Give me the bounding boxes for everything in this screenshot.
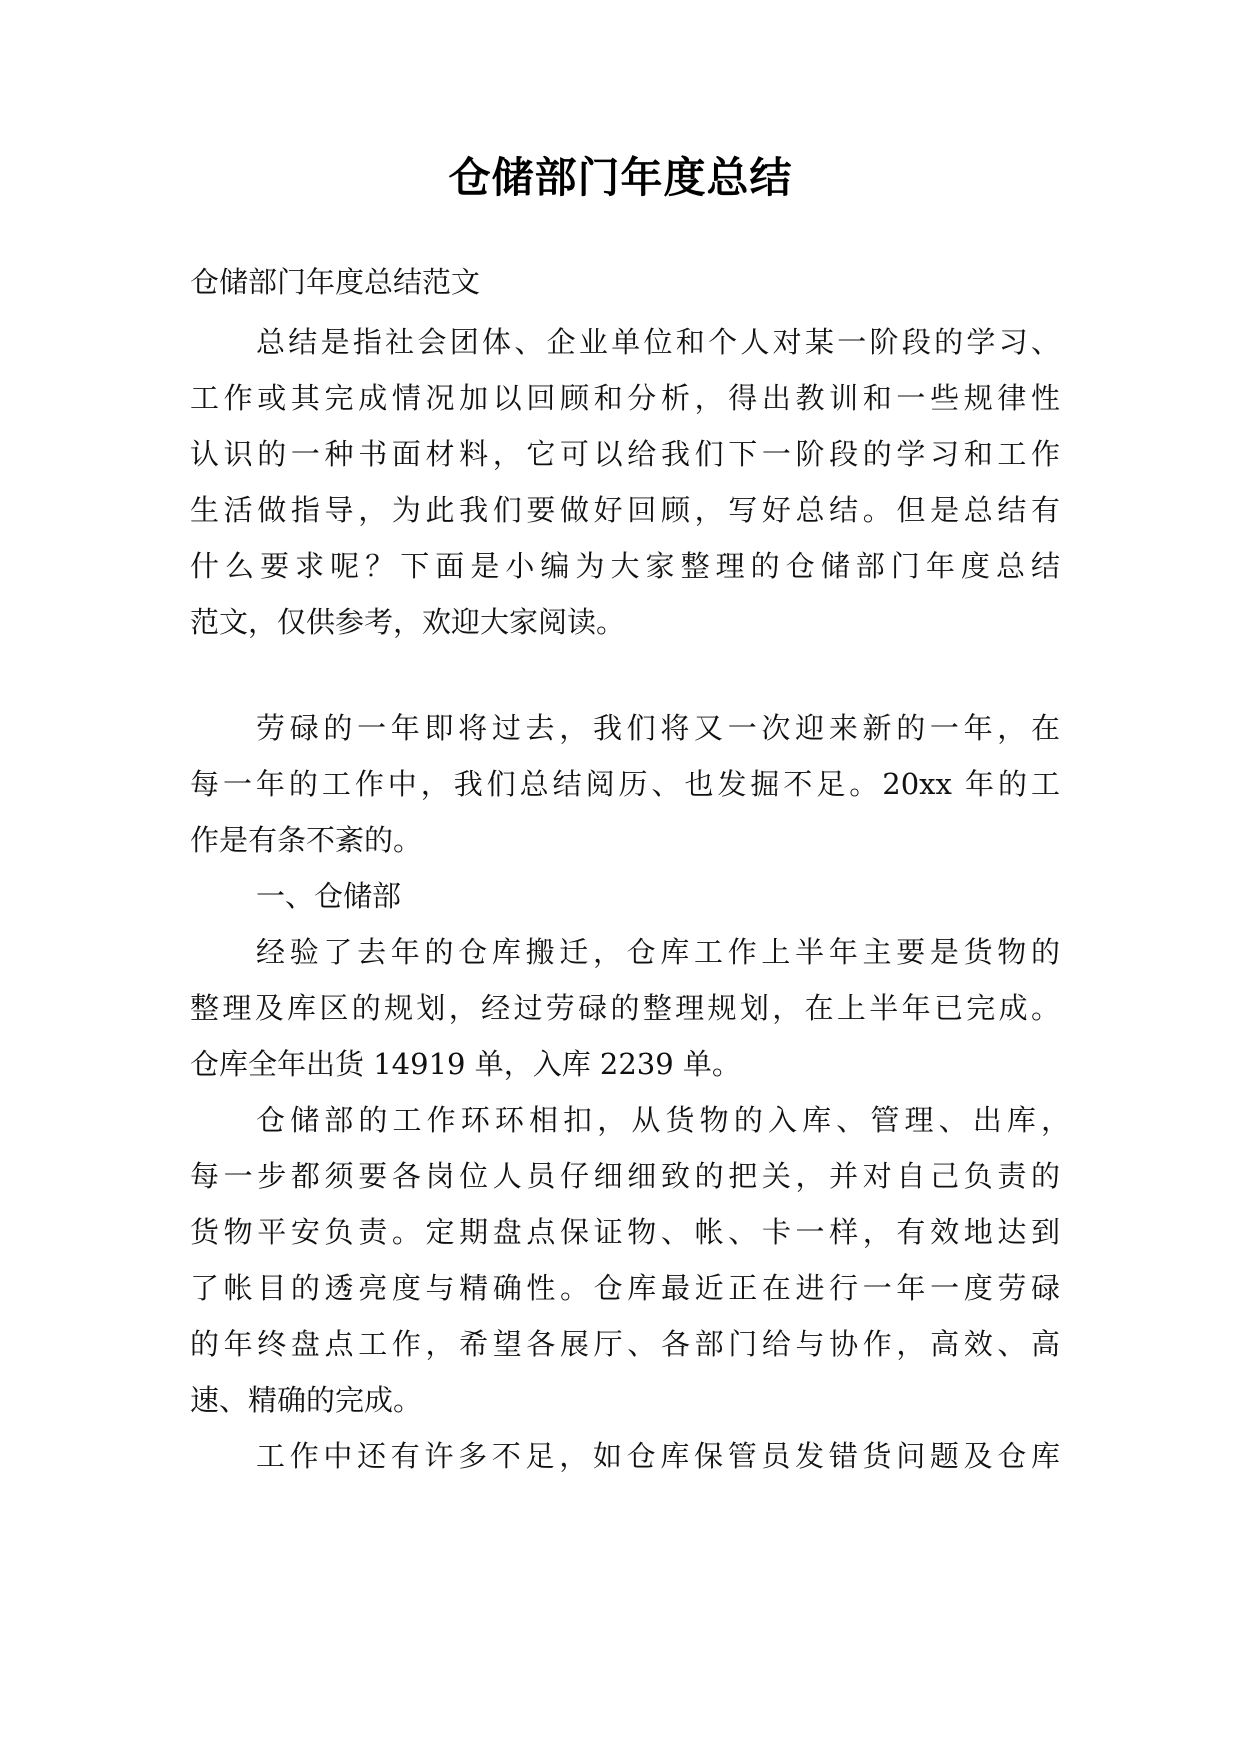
paragraph-line: 每一年的工作中，我们总结阅历、也发掘不足。20xx 年的工 — [190, 767, 1060, 801]
paragraph-line: 生活做指导，为此我们要做好回顾，写好总结。但是总结有 — [190, 493, 1060, 527]
paragraph-line: 总结是指社会团体、企业单位和个人对某一阶段的学习、 — [256, 325, 1060, 359]
paragraph-line: 仓库全年出货 14919 单，入库 2239 单。 — [190, 1047, 741, 1081]
paragraph-line: 每一步都须要各岗位人员仔细细致的把关，并对自己负责的 — [190, 1159, 1060, 1193]
section-heading: 一、仓储部 — [256, 879, 402, 913]
paragraph-line: 仓储部的工作环环相扣，从货物的入库、管理、出库， — [256, 1103, 1070, 1137]
paragraph-line: 认识的一种书面材料，它可以给我们下一阶段的学习和工作 — [190, 437, 1060, 471]
paragraph-line: 工作或其完成情况加以回顾和分析，得出教训和一些规律性 — [190, 381, 1060, 415]
paragraph-line: 工作中还有许多不足，如仓库保管员发错货问题及仓库 — [256, 1439, 1060, 1473]
paragraph-line: 经验了去年的仓库搬迁，仓库工作上半年主要是货物的 — [256, 935, 1060, 969]
subtitle-line: 仓储部门年度总结范文 — [190, 265, 481, 299]
page-title: 仓储部门年度总结 — [448, 153, 793, 202]
paragraph-line: 整理及库区的规划，经过劳碌的整理规划，在上半年已完成。 — [190, 991, 1060, 1025]
paragraph-line: 作是有条不紊的。 — [190, 823, 423, 857]
paragraph-line: 什么要求呢？下面是小编为大家整理的仓储部门年度总结 — [190, 549, 1060, 583]
paragraph-line: 了帐目的透亮度与精确性。仓库最近正在进行一年一度劳碌 — [190, 1271, 1060, 1305]
paragraph-line: 劳碌的一年即将过去，我们将又一次迎来新的一年，在 — [256, 711, 1060, 745]
paragraph-line: 的年终盘点工作，希望各展厅、各部门给与协作，高效、高 — [190, 1327, 1060, 1361]
paragraph-line: 速、精确的完成。 — [190, 1383, 423, 1417]
paragraph-line: 货物平安负责。定期盘点保证物、帐、卡一样，有效地达到 — [190, 1215, 1060, 1249]
paragraph-line: 范文，仅供参考，欢迎大家阅读。 — [190, 605, 626, 639]
